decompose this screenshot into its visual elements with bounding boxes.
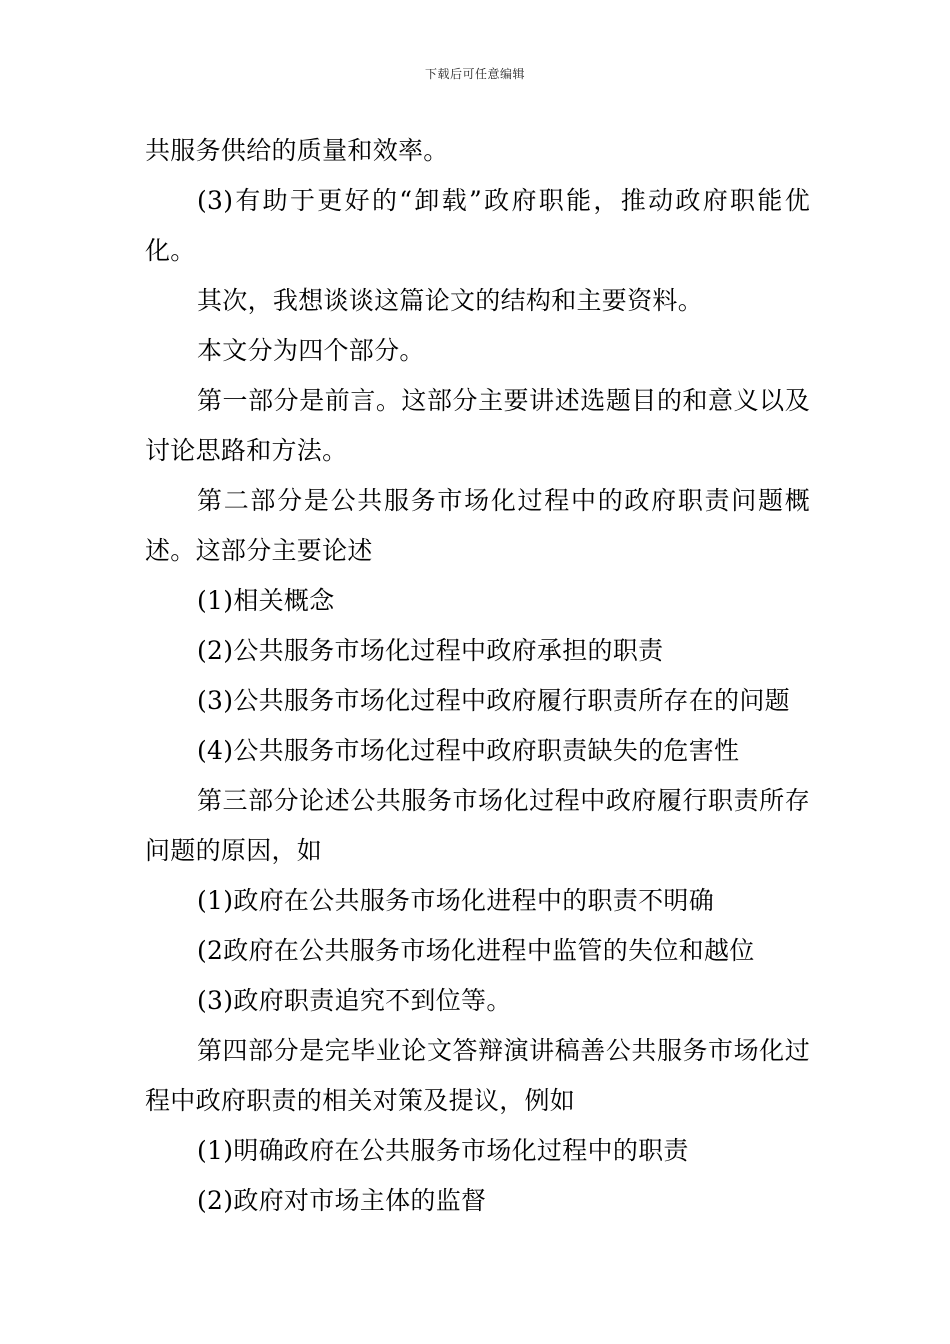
list-item: (2)公共服务市场化过程中政府承担的职责 [197, 636, 664, 665]
paragraph: 其次，我想谈谈这篇论文的结构和主要资料。 [197, 286, 704, 315]
list-item: (2政府在公共服务市场化进程中监管的失位和越位 [197, 936, 755, 965]
paragraph: 共服务供给的质量和效率。 [145, 136, 449, 165]
list-item: (4)公共服务市场化过程中政府职责缺失的危害性 [197, 736, 740, 765]
paragraph: (3)有助于更好的“卸载”政府职能，推动政府职能优化。 [145, 186, 810, 265]
paragraph: 本文分为四个部分。 [197, 336, 425, 365]
list-item: (1)相关概念 [197, 586, 335, 615]
list-item: (1)政府在公共服务市场化进程中的职责不明确 [197, 886, 715, 915]
list-item: (1)明确政府在公共服务市场化过程中的职责 [197, 1136, 689, 1165]
paragraph: 第二部分是公共服务市场化过程中的政府职责问题概述。这部分主要论述 [145, 486, 810, 565]
paragraph: 第一部分是前言。这部分主要讲述选题目的和意义以及讨论思路和方法。 [145, 386, 810, 465]
list-item: (3)公共服务市场化过程中政府履行职责所存在的问题 [197, 686, 790, 715]
paragraph: 第三部分论述公共服务市场化过程中政府履行职责所存问题的原因，如 [145, 786, 810, 865]
document-body [145, 126, 810, 1226]
list-item: (3)政府职责追究不到位等。 [197, 986, 512, 1015]
page-header: 下载后可任意编辑 [424, 67, 525, 81]
paragraph: 第四部分是完毕业论文答辩演讲稿善公共服务市场化过程中政府职责的相关对策及提议，例如 [145, 1036, 810, 1115]
list-item: (2)政府对市场主体的监督 [197, 1186, 487, 1215]
